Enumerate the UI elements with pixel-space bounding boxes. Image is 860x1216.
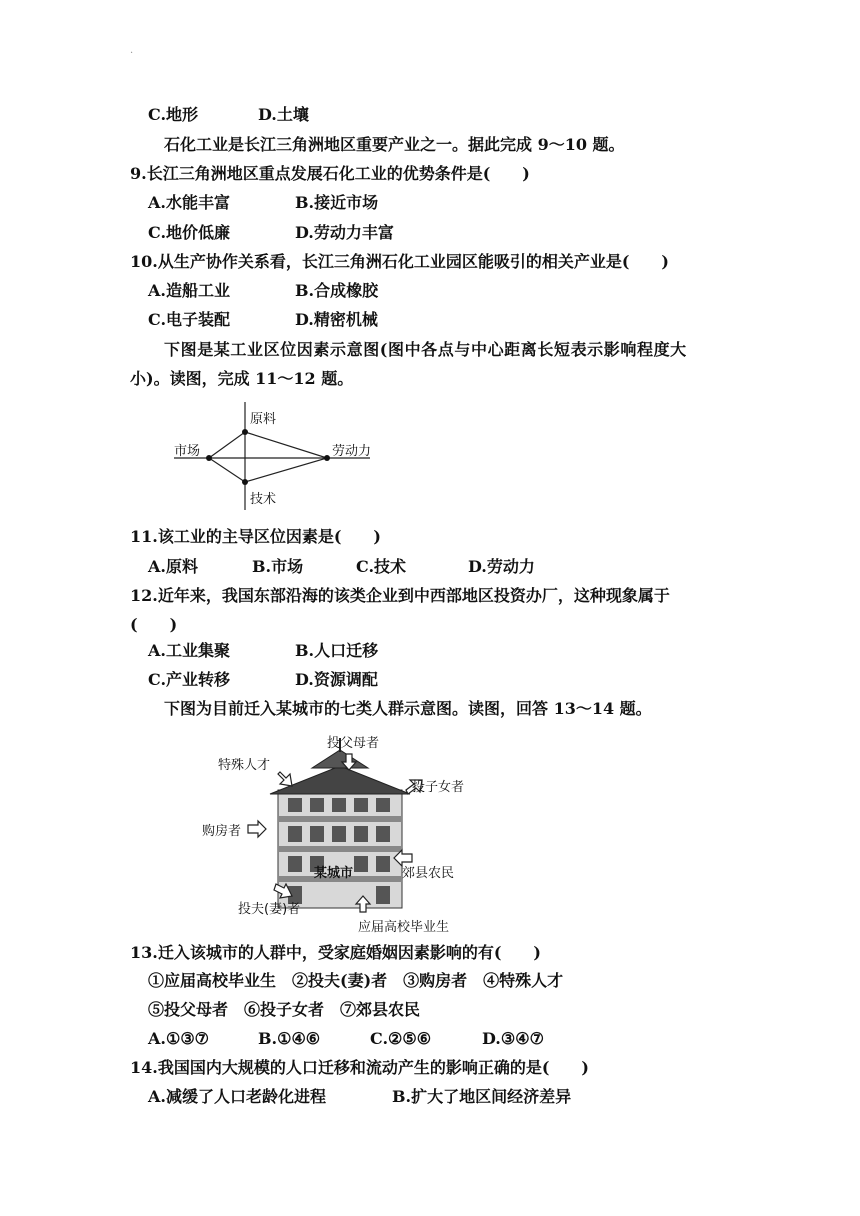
option-b[interactable]: B.①④⑥	[258, 1029, 321, 1048]
roof-tower	[312, 750, 368, 768]
arrow-buyer	[248, 821, 266, 837]
label-technology: 技术	[250, 492, 277, 507]
label-home-buyer: 购房者	[202, 824, 242, 839]
question-9: 9.长江三角洲地区重点发展石化工业的优势条件是( )	[130, 164, 530, 183]
point-labor	[324, 455, 330, 461]
label-labor: 劳动力	[332, 444, 372, 459]
point-raw-material	[242, 429, 248, 435]
label-join-spouse: 投夫(妻)者	[238, 902, 301, 917]
migration-diagram	[200, 728, 480, 936]
q12-options-ab	[148, 640, 378, 662]
q10-options-cd	[148, 309, 378, 331]
option-b[interactable]: B.人口迁移	[295, 641, 379, 660]
question-12-line1: 12.近年来，我国东部沿海的该类企业到中西部地区投资办厂，这种现象属于	[130, 586, 670, 605]
q11-options	[148, 556, 535, 578]
intro-9-10: 石化工业是长江三角洲地区重要产业之一。据此完成 9～10 题。	[164, 135, 625, 154]
location-factor-diagram	[170, 398, 390, 513]
option-a[interactable]: A.水能丰富	[148, 193, 230, 212]
point-technology	[242, 479, 248, 485]
option-c[interactable]: C.电子装配	[148, 310, 231, 329]
label-join-parents: 投父母者	[327, 736, 380, 751]
floor-band-2	[278, 846, 402, 852]
option-a[interactable]: A.①③⑦	[148, 1029, 210, 1048]
label-suburban-farmers: 郊县农民	[402, 866, 455, 881]
question-14: 14.我国国内大规模的人口迁移和流动产生的影响正确的是( )	[130, 1058, 589, 1077]
question-11: 11.该工业的主导区位因素是( )	[130, 527, 381, 546]
intro-11-12-line2: 小)。读图，完成 11～12 题。	[130, 369, 354, 388]
option-d[interactable]: D.精密机械	[295, 310, 378, 329]
label-graduates: 应届高校毕业生	[358, 920, 450, 935]
option-b[interactable]: B.合成橡胶	[295, 281, 379, 300]
option-d[interactable]: D.土壤	[258, 105, 309, 124]
option-c[interactable]: C.技术	[356, 557, 407, 576]
option-d[interactable]: D.资源调配	[295, 670, 378, 689]
option-d[interactable]: D.劳动力丰富	[295, 223, 394, 242]
q14-options-ab	[148, 1086, 571, 1108]
factor-polygon	[209, 432, 327, 482]
question-12-line2: ( )	[130, 615, 178, 634]
option-d[interactable]: D.劳动力	[468, 557, 535, 576]
label-special-talent: 特殊人才	[218, 758, 271, 773]
label-join-children: 投子女者	[412, 780, 465, 795]
option-c[interactable]: C.②⑤⑥	[370, 1029, 432, 1048]
option-a[interactable]: A.减缓了人口老龄化进程	[148, 1087, 326, 1106]
arrow-talent	[278, 772, 292, 786]
q13-items-line2: ⑤投父母者 ⑥投子女者 ⑦郊县农民	[148, 1000, 421, 1019]
q13-options	[148, 1028, 544, 1050]
floor-band-1	[278, 816, 402, 822]
point-market	[206, 455, 212, 461]
label-city: 某城市	[314, 866, 354, 881]
q9-options-cd	[148, 222, 394, 244]
option-c[interactable]: C.地价低廉	[148, 223, 231, 242]
intro-11-12-line1: 下图是某工业区位因素示意图(图中各点与中心距离长短表示影响程度大	[164, 340, 687, 359]
option-b[interactable]: B.接近市场	[295, 193, 379, 212]
option-a[interactable]: A.工业集聚	[148, 641, 230, 660]
option-c[interactable]: C.地形	[148, 105, 199, 124]
option-b[interactable]: B.市场	[252, 557, 304, 576]
option-c[interactable]: C.产业转移	[148, 670, 231, 689]
q12-options-cd	[148, 669, 378, 691]
q10-options-ab	[148, 280, 378, 302]
option-a[interactable]: A.原料	[148, 557, 198, 576]
label-market: 市场	[174, 444, 201, 459]
q9-options-ab	[148, 192, 378, 214]
option-a[interactable]: A.造船工业	[148, 281, 230, 300]
q13-items-line1: ①应届高校毕业生 ②投夫(妻)者 ③购房者 ④特殊人才	[148, 971, 564, 990]
label-raw-material: 原料	[250, 412, 277, 427]
top-dot: ·	[130, 48, 134, 59]
question-10: 10.从生产协作关系看，长江三角洲石化工业园区能吸引的相关产业是( )	[130, 252, 669, 271]
intro-13-14: 下图为目前迁入某城市的七类人群示意图。读图，回答 13～14 题。	[164, 699, 652, 718]
q8-options-cd	[148, 104, 309, 126]
option-b[interactable]: B.扩大了地区间经济差异	[392, 1087, 572, 1106]
option-d[interactable]: D.③④⑦	[482, 1029, 544, 1048]
question-13: 13.迁入该城市的人群中，受家庭婚姻因素影响的有( )	[130, 943, 541, 962]
